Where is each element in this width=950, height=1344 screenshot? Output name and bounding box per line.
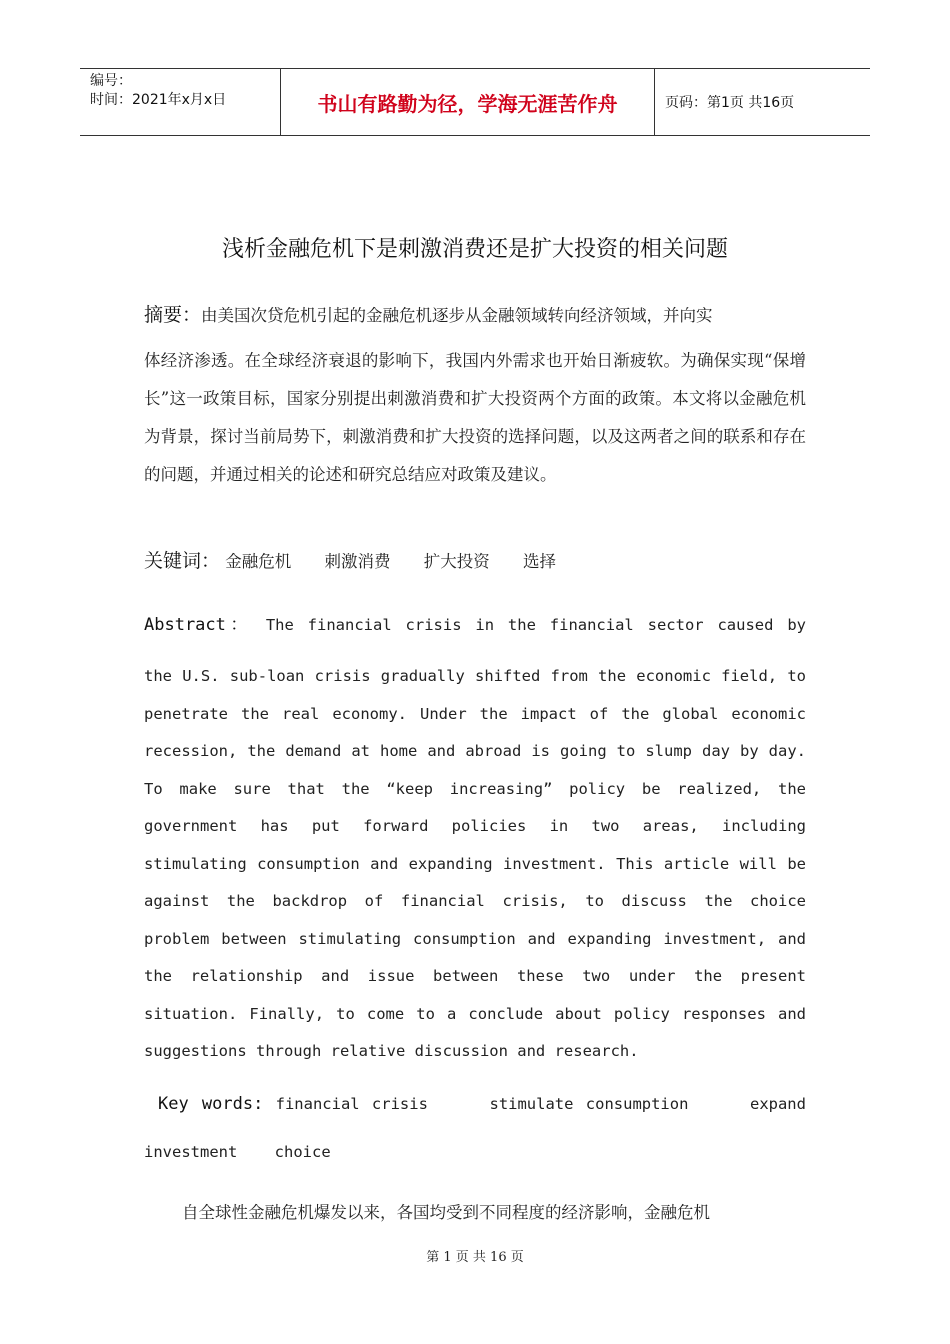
abstract-cn-first-line <box>144 300 806 342</box>
abstract-en <box>144 610 806 1071</box>
page-header <box>80 68 870 136</box>
keyword-en-3: expand investment <box>144 1095 806 1161</box>
header-meta <box>80 69 281 135</box>
keywords-en <box>144 1080 806 1176</box>
document-title: 浅析金融危机下是刺激消费还是扩大投资的相关问题 <box>221 237 728 262</box>
abstract-cn <box>144 300 806 494</box>
keyword-en-4: choice <box>274 1143 331 1161</box>
abstract-cn-label: 摘要： <box>144 304 202 326</box>
keyword-en-1: financial crisis <box>275 1095 428 1113</box>
body-paragraph: 自全球性金融危机爆发以来，各国均受到不同程度的经济影响，金融危机 <box>182 1203 710 1222</box>
keywords-cn <box>144 546 806 577</box>
abstract-cn-text: 体经济渗透。在全球经济衰退的影响下，我国内外需求也开始日渐疲软。为确保实现“保增长”这一政策目标，国家分别提出刺激消费和扩大投资两个方面的政策。本文将以金融危机为背景，探讨当前局势下，刺激消费和扩大投资的选择问题，以及这两者之间的联系和存在的问题，并通过相关的论述和研究总结应对政策及建议。 <box>144 351 806 484</box>
abstract-en-label: Abstract： <box>144 615 252 635</box>
keyword-cn-1: 金融危机 <box>225 552 292 571</box>
abstract-en-first-text: The financial crisis in the financial sector caused by <box>265 616 806 634</box>
serial-number-label: 编号： <box>90 73 132 89</box>
header-page-info: 页码：第1页 共16页 <box>665 95 795 111</box>
keywords-cn-label: 关键词： <box>144 550 221 572</box>
abstract-cn-first-text: 由美国次贷危机引起的金融危机逐步从金融领域转向经济领域，并向实 <box>201 306 713 325</box>
keyword-en-2: stimulate consumption <box>489 1095 689 1113</box>
keyword-cn-4: 选择 <box>523 552 557 571</box>
keyword-cn-3: 扩大投资 <box>423 552 490 571</box>
date-label: 时间：2021年x月x日 <box>90 92 227 108</box>
keyword-cn-2: 刺激消费 <box>324 552 391 571</box>
keywords-en-label: Key words: <box>158 1094 264 1114</box>
abstract-en-text: the U.S. sub-loan crisis gradually shifted from the economic field, to penetrate the real economy. Under the impact of the global economic recession, the demand at home and abroad is going to slump day by day. To make sure that the “keep increasing” policy be realized, the government has put forward policies in two areas, including stimulating consumption and expanding investment. This article will be against the backdrop of financial crisis, to discuss the choice problem between stimulating consumption and expanding investment, and the relationship and issue between these two under the present situation. Finally, to come to a conclude about policy responses and suggestions through relative discussion and research. <box>144 667 806 1060</box>
abstract-en-first-line <box>144 610 806 658</box>
header-motto: 书山有路勤为径，学海无涯苦作舟 <box>281 69 655 135</box>
page-footer: 第 1 页 共 16 页 <box>426 1250 524 1265</box>
